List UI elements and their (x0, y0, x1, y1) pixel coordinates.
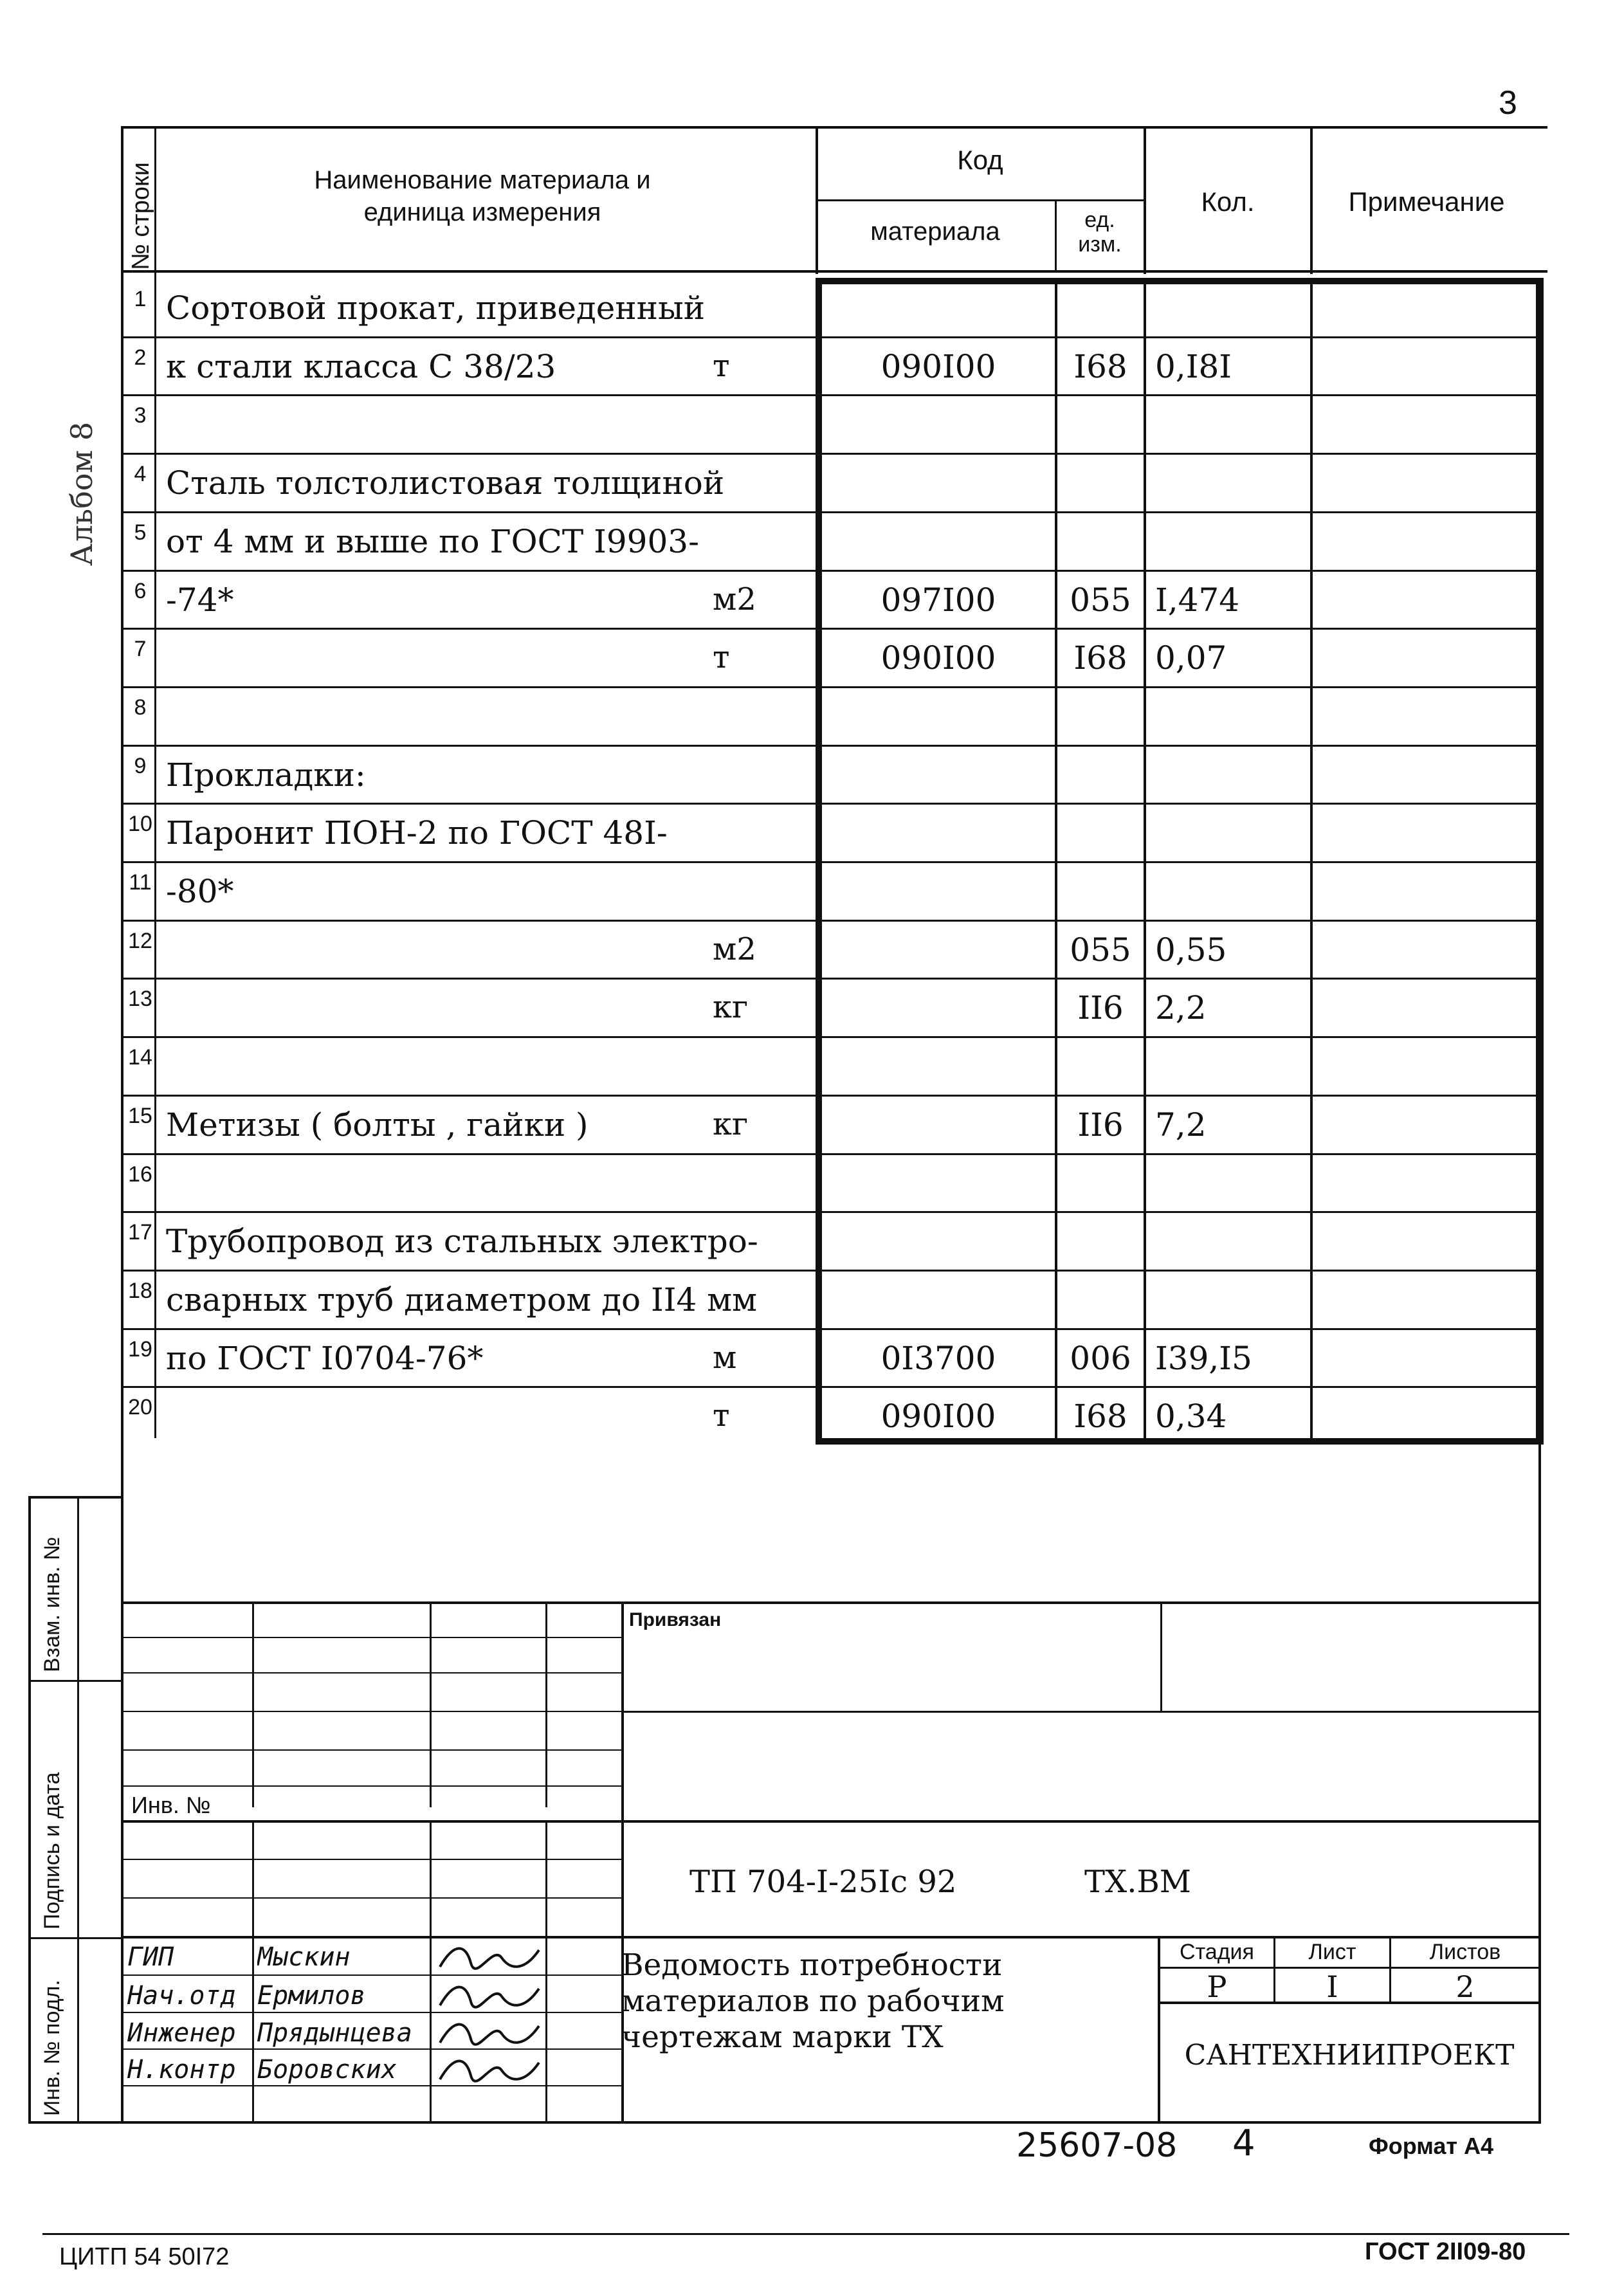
row-quantity: 0,55 (1155, 931, 1227, 969)
doc-title-line-2: материалов по рабочим (621, 1984, 1005, 2019)
row-name: Трубопровод из стальных электро- (166, 1223, 758, 1260)
side-inv-podl-label: Инв. № подл. (40, 1980, 64, 2116)
row-unit-code: I68 (1073, 348, 1127, 385)
row-material-code: 090I00 (880, 1398, 996, 1435)
signer-name: Ермилов (257, 1981, 366, 2011)
row-unit-code: 006 (1070, 1340, 1131, 1377)
row-material-code: 0I3700 (880, 1340, 996, 1377)
row-material-code: 097I00 (880, 581, 996, 619)
header-row-no: № строки (127, 162, 154, 270)
row-name-unit: м2 (713, 581, 756, 617)
row-quantity: 0,07 (1155, 639, 1227, 677)
row-number: 4 (134, 462, 147, 486)
signer-role: Н.контр (127, 2055, 236, 2084)
side-podpis-label: Подпись и дата (40, 1772, 64, 1929)
row-number: 18 (128, 1279, 152, 1303)
header-code: Код (957, 145, 1003, 175)
row-name: Сортовой прокат, приведенный (166, 289, 706, 327)
row-name: Сталь толстолистовая толщиной (166, 464, 725, 502)
row-number: 6 (134, 579, 147, 603)
signature-scribble (435, 2051, 544, 2090)
row-material-code: 090I00 (880, 639, 996, 677)
row-unit-code: I68 (1073, 1398, 1127, 1435)
row-name: к стали класса С 38/23 (166, 348, 556, 385)
row-quantity: 7,2 (1155, 1106, 1207, 1144)
row-number: 15 (128, 1104, 152, 1128)
row-quantity: I,474 (1155, 581, 1240, 619)
row-quantity: 2,2 (1155, 989, 1207, 1026)
row-unit-code: 055 (1070, 581, 1131, 619)
signature-scribble (435, 2014, 544, 2054)
left-code: ЦИТП 54 50I72 (59, 2243, 230, 2270)
doc-title-line-3: чертежам марки ТХ (621, 2020, 944, 2055)
row-number: 3 (134, 403, 147, 428)
row-name: -74* (166, 581, 234, 619)
row-name: по ГОСТ I0704-76* (166, 1340, 484, 1377)
row-name-unit: кг (713, 1106, 749, 1142)
signature-scribble (435, 1977, 544, 2016)
row-quantity: 0,34 (1155, 1398, 1227, 1435)
row-number: 19 (128, 1337, 152, 1362)
signer-role: Нач.отд (127, 1981, 236, 2011)
row-number: 8 (134, 695, 147, 720)
signer-role: Инженер (127, 2018, 236, 2048)
signer-name: Боровских (257, 2055, 397, 2084)
row-name-unit: кг (713, 989, 749, 1025)
header-qty: Кол. (1201, 187, 1255, 217)
row-number: 9 (134, 754, 147, 778)
row-number: 12 (128, 929, 152, 953)
doc-code: ТП 704-I-25Iс 92 (689, 1864, 957, 1900)
doc-mark: ТХ.ВМ (1084, 1864, 1191, 1900)
row-name: Прокладки: (166, 756, 366, 794)
sheet-label: Лист (1308, 1940, 1356, 1964)
gost-code: ГОСТ 2II09-80 (1365, 2238, 1526, 2265)
sheet-value: I (1326, 1969, 1338, 2004)
row-number: 10 (128, 812, 152, 836)
stage-label: Стадия (1180, 1940, 1254, 1964)
header-name: Наименование материала и единица измерения (314, 166, 651, 226)
row-name: Паронит ПОН-2 по ГОСТ 48I- (166, 814, 668, 852)
row-name: -80* (166, 873, 234, 910)
album-label: Альбом 8 (64, 421, 99, 566)
row-name-unit: т (713, 1398, 730, 1434)
stage-value: Р (1207, 1969, 1227, 2004)
privyazan-label: Привязан (629, 1609, 722, 1630)
row-unit-code: II6 (1077, 989, 1124, 1026)
signer-role: ГИП (127, 1942, 174, 1972)
row-number: 20 (128, 1395, 152, 1419)
row-name-unit: м2 (713, 931, 756, 967)
signer-name: Мыскин (257, 1942, 351, 1972)
page-number: 3 (1499, 84, 1517, 122)
row-name-unit: м (713, 1340, 737, 1376)
header-unit: ед. изм. (1078, 208, 1122, 257)
row-name-unit: т (713, 639, 730, 675)
row-number: 2 (134, 345, 147, 370)
row-number: 1 (134, 287, 147, 311)
row-number: 14 (128, 1045, 152, 1070)
row-number: 11 (129, 870, 152, 895)
row-unit-code: 055 (1070, 931, 1131, 969)
sheets-value: 2 (1455, 1969, 1475, 2004)
org-name: САНТЕХНИИПРОЕКТ (1184, 2039, 1515, 2072)
doc-title (621, 1947, 1005, 2056)
row-number: 7 (134, 637, 147, 661)
row-unit-code: II6 (1077, 1106, 1124, 1144)
row-number: 13 (128, 987, 152, 1011)
row-name: Метизы ( болты , гайки ) (166, 1106, 588, 1144)
header-note: Примечание (1348, 187, 1505, 217)
row-name-unit: т (713, 348, 730, 384)
row-quantity: I39,I5 (1155, 1340, 1252, 1377)
signer-name: Прядынцева (257, 2018, 412, 2048)
format-label: Формат А4 (1369, 2133, 1494, 2159)
row-quantity: 0,I8I (1155, 348, 1232, 385)
doc-title-line-1: Ведомость потребности (621, 1947, 1003, 1983)
row-number: 17 (128, 1220, 152, 1245)
row-name: от 4 мм и выше по ГОСТ I9903- (166, 523, 699, 560)
side-vzam-label: Взам. инв. № (40, 1537, 64, 1672)
row-unit-code: I68 (1073, 639, 1127, 677)
sheets-label: Листов (1429, 1940, 1501, 1964)
archive-number: 25607-08 (1016, 2126, 1178, 2165)
signature-scribble (435, 1938, 544, 1978)
row-number: 5 (134, 520, 147, 545)
row-material-code: 090I00 (880, 348, 996, 385)
sheet-count: 4 (1232, 2122, 1255, 2164)
header-material: материала (870, 217, 1000, 246)
row-name: сварных труб диаметром до II4 мм (166, 1281, 757, 1318)
inv-no-label: Инв. № (131, 1792, 211, 1818)
row-number: 16 (128, 1162, 152, 1187)
